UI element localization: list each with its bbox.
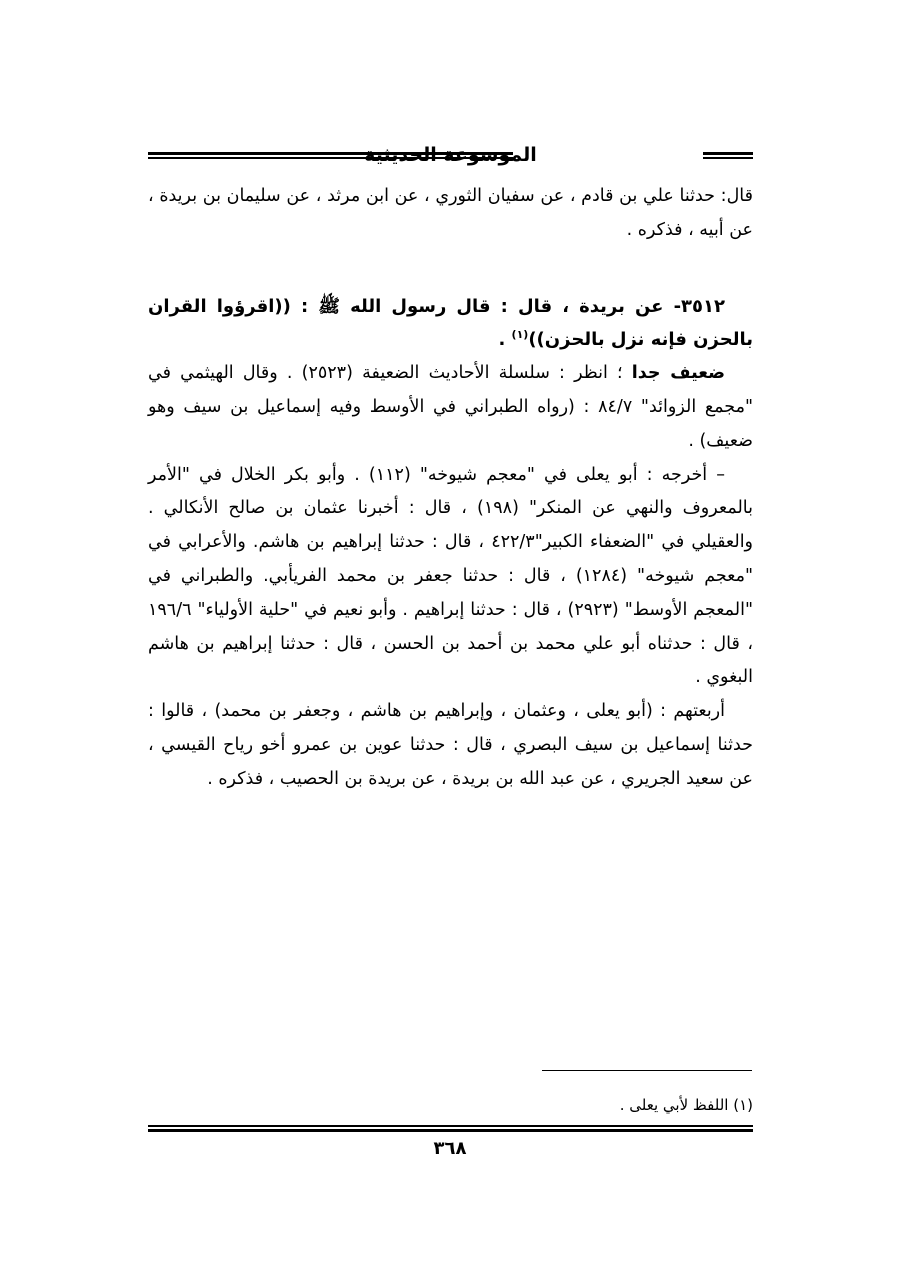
footnote-separator (542, 1070, 752, 1071)
arbaatuhum-paragraph: أربعتهم : (أبو يعلى ، وعثمان ، وإبراهيم بن هاشم ، وجعفر بن محمد) ، قالوا : حدثنا إسماعيل بن سيف البصري ، قال : حدثنا عوين بن عمرو أخو رياح القيسي ، عن سعيد الجريري ، عن عبد الله بن بريدة ، عن بريدة بن الحصيب ، فذكره . (148, 701, 753, 789)
grading-text: ؛ انظر : سلسلة الأحاديث الضعيفة (٢٥٢٣) . وقال الهيثمي في "مجمع الزوائد" ٨٤/٧ : (رواه الطبراني في الأوسط وفيه إسماعيل بن سيف وهو ضعيف) . (148, 363, 754, 451)
takhrij-paragraph: – أخرجه : أبو يعلى في "معجم شيوخه" (١١٢) . وأبو بكر الخلال في "الأمر بالمعروف والنهي عن المنكر" (١٩٨) ، قال : أخبرنا عثمان بن صالح الأنكالي . والعقيلي في "الضعفاء الكبير"٤٢٢/٣ ، قال : حدثنا إبراهيم بن هاشم. والأعرابي في "معجم شيوخه" (١٢٨٤) ، قال : حدثنا جعفر بن محمد الفريأبي. والطبراني في "المعجم الأوسط" (٢٩٢٣) ، قال : حدثنا إبراهيم . وأبو نعيم في "حلية الأولياء" ١٩٦/٦ ، قال : حدثناه أبو علي محمد بن أحمد بن الحسن ، قال : حدثنا إبراهيم بن هاشم البغوي . (148, 464, 754, 688)
page-number: ٣٦٨ (433, 1138, 467, 1159)
footer-rule (148, 1125, 753, 1132)
footnote-ref: (١) (511, 328, 529, 342)
hadith-end: . (498, 329, 512, 351)
paragraph-isnad: قال: حدثنا علي بن قادم ، عن سفيان الثوري ، عن ابن مرثد ، عن سليمان بن بريدة ، عن أبيه ، فذكره . (148, 186, 753, 240)
header-title: الموسوعة الحديثية (364, 144, 537, 166)
grading-label: ضعيف جدا (631, 363, 726, 384)
main-text (148, 180, 753, 797)
grading-paragraph (148, 357, 753, 458)
header-rule-short (703, 152, 753, 159)
hadith-text: ٣٥١٢- عن بريدة ، قال : قال رسول الله ﷺ : ((اقرؤوا القران بالحزن فإنه نزل بالحزن)) (148, 295, 753, 351)
footnote: (١) اللفظ لأبي يعلى . (619, 1096, 753, 1114)
hadith-paragraph (148, 290, 753, 358)
running-header (148, 138, 753, 174)
